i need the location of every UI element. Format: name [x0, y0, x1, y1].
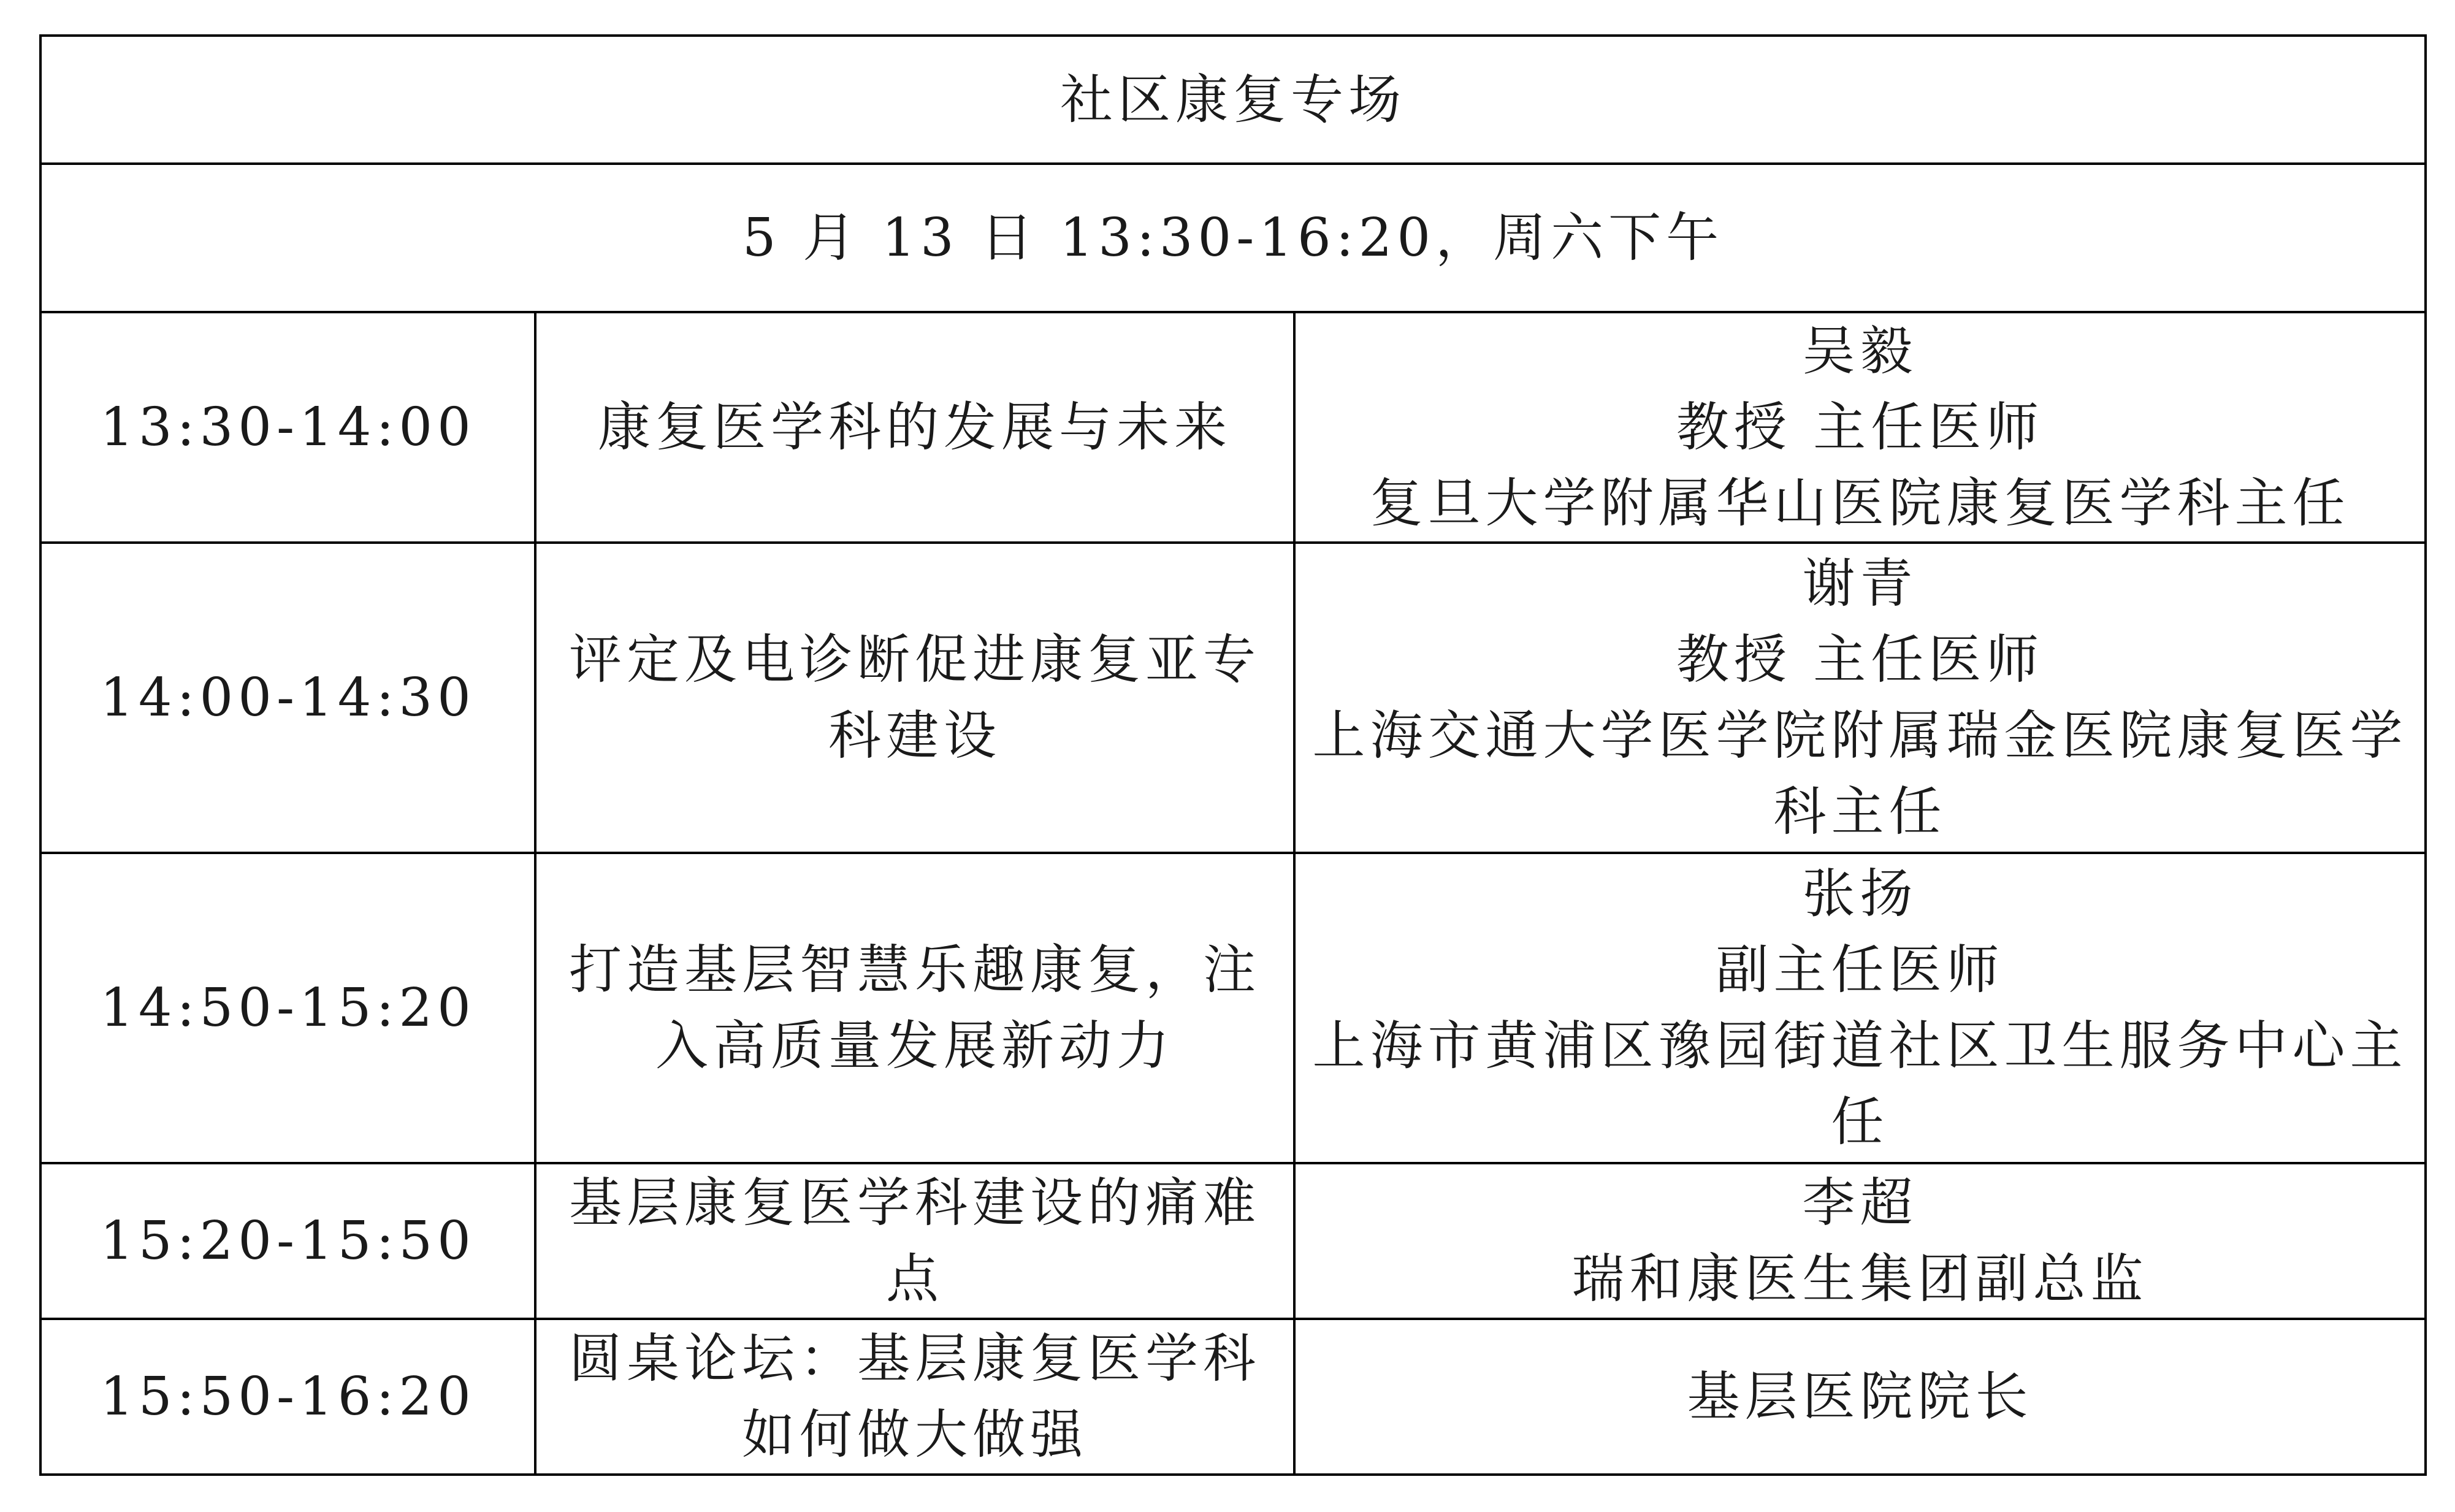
title-row — [40, 36, 2426, 164]
table-row — [40, 543, 2426, 853]
speaker-affiliation: 瑞和康医生集团副总监 — [1571, 1248, 2148, 1310]
date-row — [40, 164, 2426, 312]
topic-text: 基层康复医学科建设的痛难点 — [569, 1172, 1261, 1310]
topic-text: 打造基层智慧乐趣康复，注入高质量发展新动力 — [569, 939, 1261, 1077]
topic-cell — [535, 543, 1294, 853]
table-row — [40, 853, 2426, 1163]
session-title: 社区康复专场 — [40, 36, 2426, 164]
schedule-table — [39, 34, 2427, 1476]
time-cell: 14:50-15:20 — [40, 853, 535, 1163]
speaker-affiliation: 上海交通大学医学院附属瑞金医院康复医学科主任 — [1312, 705, 2408, 842]
table-row — [40, 1163, 2426, 1319]
speaker-affiliation: 上海市黄浦区豫园街道社区卫生服务中心主任 — [1312, 1015, 2408, 1153]
speaker-title: 教授 主任医师 — [1676, 397, 2044, 458]
topic-cell — [535, 1319, 1294, 1475]
topic-cell — [535, 1163, 1294, 1319]
time-cell: 15:20-15:50 — [40, 1163, 535, 1319]
time-cell: 13:30-14:00 — [40, 312, 535, 543]
speaker-affiliation: 基层医院院长 — [1687, 1366, 2033, 1427]
speaker-title: 教授 主任医师 — [1676, 629, 2044, 690]
session-date: 5 月 13 日 13:30-16:20，周六下午 — [40, 164, 2426, 312]
topic-cell — [535, 312, 1294, 543]
speaker-name: 谢青 — [1802, 553, 1918, 614]
time-cell: 15:50-16:20 — [40, 1319, 535, 1475]
speaker-affiliation: 复旦大学附属华山医院康复医学科主任 — [1370, 473, 2350, 534]
speaker-cell — [1294, 1163, 2426, 1319]
topic-text: 圆桌论坛：基层康复医学科如何做大做强 — [569, 1328, 1261, 1465]
speaker-cell — [1294, 853, 2426, 1163]
speaker-cell — [1294, 1319, 2426, 1475]
speaker-name: 吴毅 — [1802, 321, 1918, 382]
table-row — [40, 312, 2426, 543]
topic-text: 评定及电诊断促进康复亚专科建设 — [569, 629, 1261, 766]
topic-text: 康复医学科的发展与未来 — [598, 397, 1232, 458]
speaker-name: 张扬 — [1802, 863, 1918, 925]
topic-cell — [535, 853, 1294, 1163]
speaker-title: 副主任医师 — [1716, 939, 2004, 1001]
speaker-cell — [1294, 543, 2426, 853]
speaker-name: 李超 — [1802, 1172, 1918, 1234]
table-row — [40, 1319, 2426, 1475]
time-cell: 14:00-14:30 — [40, 543, 535, 853]
speaker-cell — [1294, 312, 2426, 543]
